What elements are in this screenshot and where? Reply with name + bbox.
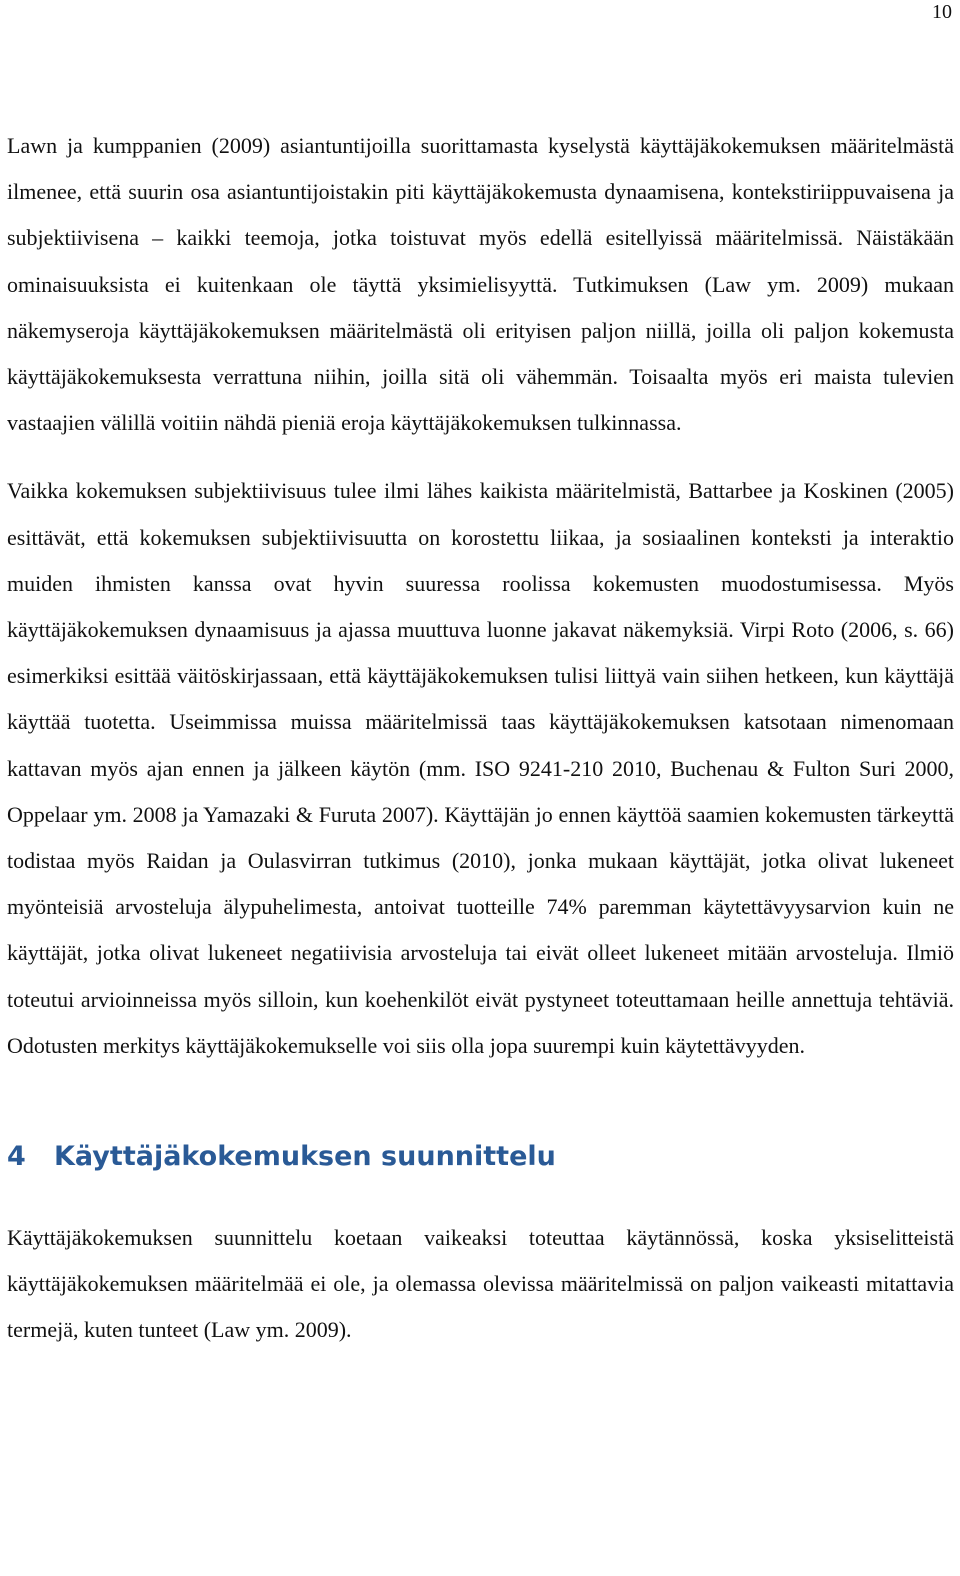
paragraph-expert-survey: Lawn ja kumppanien (2009) asiantuntijoilla suorittamasta kyselystä käyttäjäkokemuksen määritelmästä ilmenee, että suurin osa asiantuntijoistakin piti käyttäjäkokemusta dynaamisena, kontekstiriippuvaisena ja subjektiivisena – kaikki teemoja, jotka toistuvat myös edellä esitellyissä määritelmissä. Näistäkään ominaisuuksista ei kuitenkaan ole täyttä yksimielisyyttä. Tutkimuksen (Law ym. 2009) mukaan näkemyseroja käyttäjäkokemuksen määritelmästä oli erityisen paljon niillä, joilla oli paljon kokemusta käyttäjäkokemuksesta verrattuna niihin, joilla sitä oli vähemmän. Toisaalta myös eri maista tulevien vastaajien välillä voitiin nähdä pieniä eroja käyttäjäkokemuksen tulkinnassa. — [7, 133, 954, 436]
paragraph-subjectivity: Vaikka kokemuksen subjektiivisuus tulee ilmi lähes kaikista määritelmistä, Battarbee ja Koskinen (2005) esittävät, että kokemuksen subjektiivisuutta on korostettu liikaa, ja sosiaalinen konteksti ja interaktio muiden ihmisten kanssa ovat hyvin suuressa roolissa kokemusten muodostumisessa. Myös käyttäjäkokemuksen dynaamisuus ja ajassa muuttuva luonne jakavat näkemyksiä. Virpi Roto (2006, s. 66) esimerkiksi esittää väitöskirjassaan, että käyttäjäkokemuksen tulisi liittyä vain siihen hetkeen, kun käyttäjä käyttää tuotetta. Useimmissa muissa määritelmissä taas käyttäjäkokemuksen katsotaan nimenomaan kattavan myös ajan ennen ja jälkeen käytön (mm. ISO 9241-210 2010, Buchenau & Fulton Suri 2000, Oppelaar ym. 2008 ja Yamazaki & Furuta 2007). Käyttäjän jo ennen käyttöä saamien kokemusten tärkeyttä todistaa myös Raidan ja Oulasvirran tutkimus (2010), jonka mukaan käyttäjät, jotka olivat lukeneet myönteisiä arvosteluja älypuhelimesta, antoivat tuotteille 74% paremman käytettävyysarvion kuin ne käyttäjät, jotka olivat lukeneet negatiivisia arvosteluja tai eivät olleet lukeneet mitään arvosteluja. Ilmiö toteutui arvioinneissa myös silloin, kun koehenkilöt eivät pystyneet toteuttamaan heille annettuja tehtäviä. Odotusten merkitys käyttäjäkokemukselle voi siis olla jopa suurempi kuin käytettävyyden. — [7, 478, 954, 1058]
page-number: 10 — [932, 1, 952, 23]
paragraph-design-intro: Käyttäjäkokemuksen suunnittelu koetaan vaikeaksi toteuttaa käytännössä, koska yksiselitteistä käyttäjäkokemuksen määritelmää ei ole, ja olemassa olevissa määritelmissä on paljon vaikeasti mitattavia termejä, kuten tunteet (Law ym. 2009). — [7, 1225, 954, 1343]
document-body — [7, 123, 954, 1354]
section-title: Käyttäjäkokemuksen suunnittelu — [54, 1141, 556, 1173]
section-heading — [7, 1137, 954, 1177]
section-number: 4 — [7, 1141, 26, 1173]
